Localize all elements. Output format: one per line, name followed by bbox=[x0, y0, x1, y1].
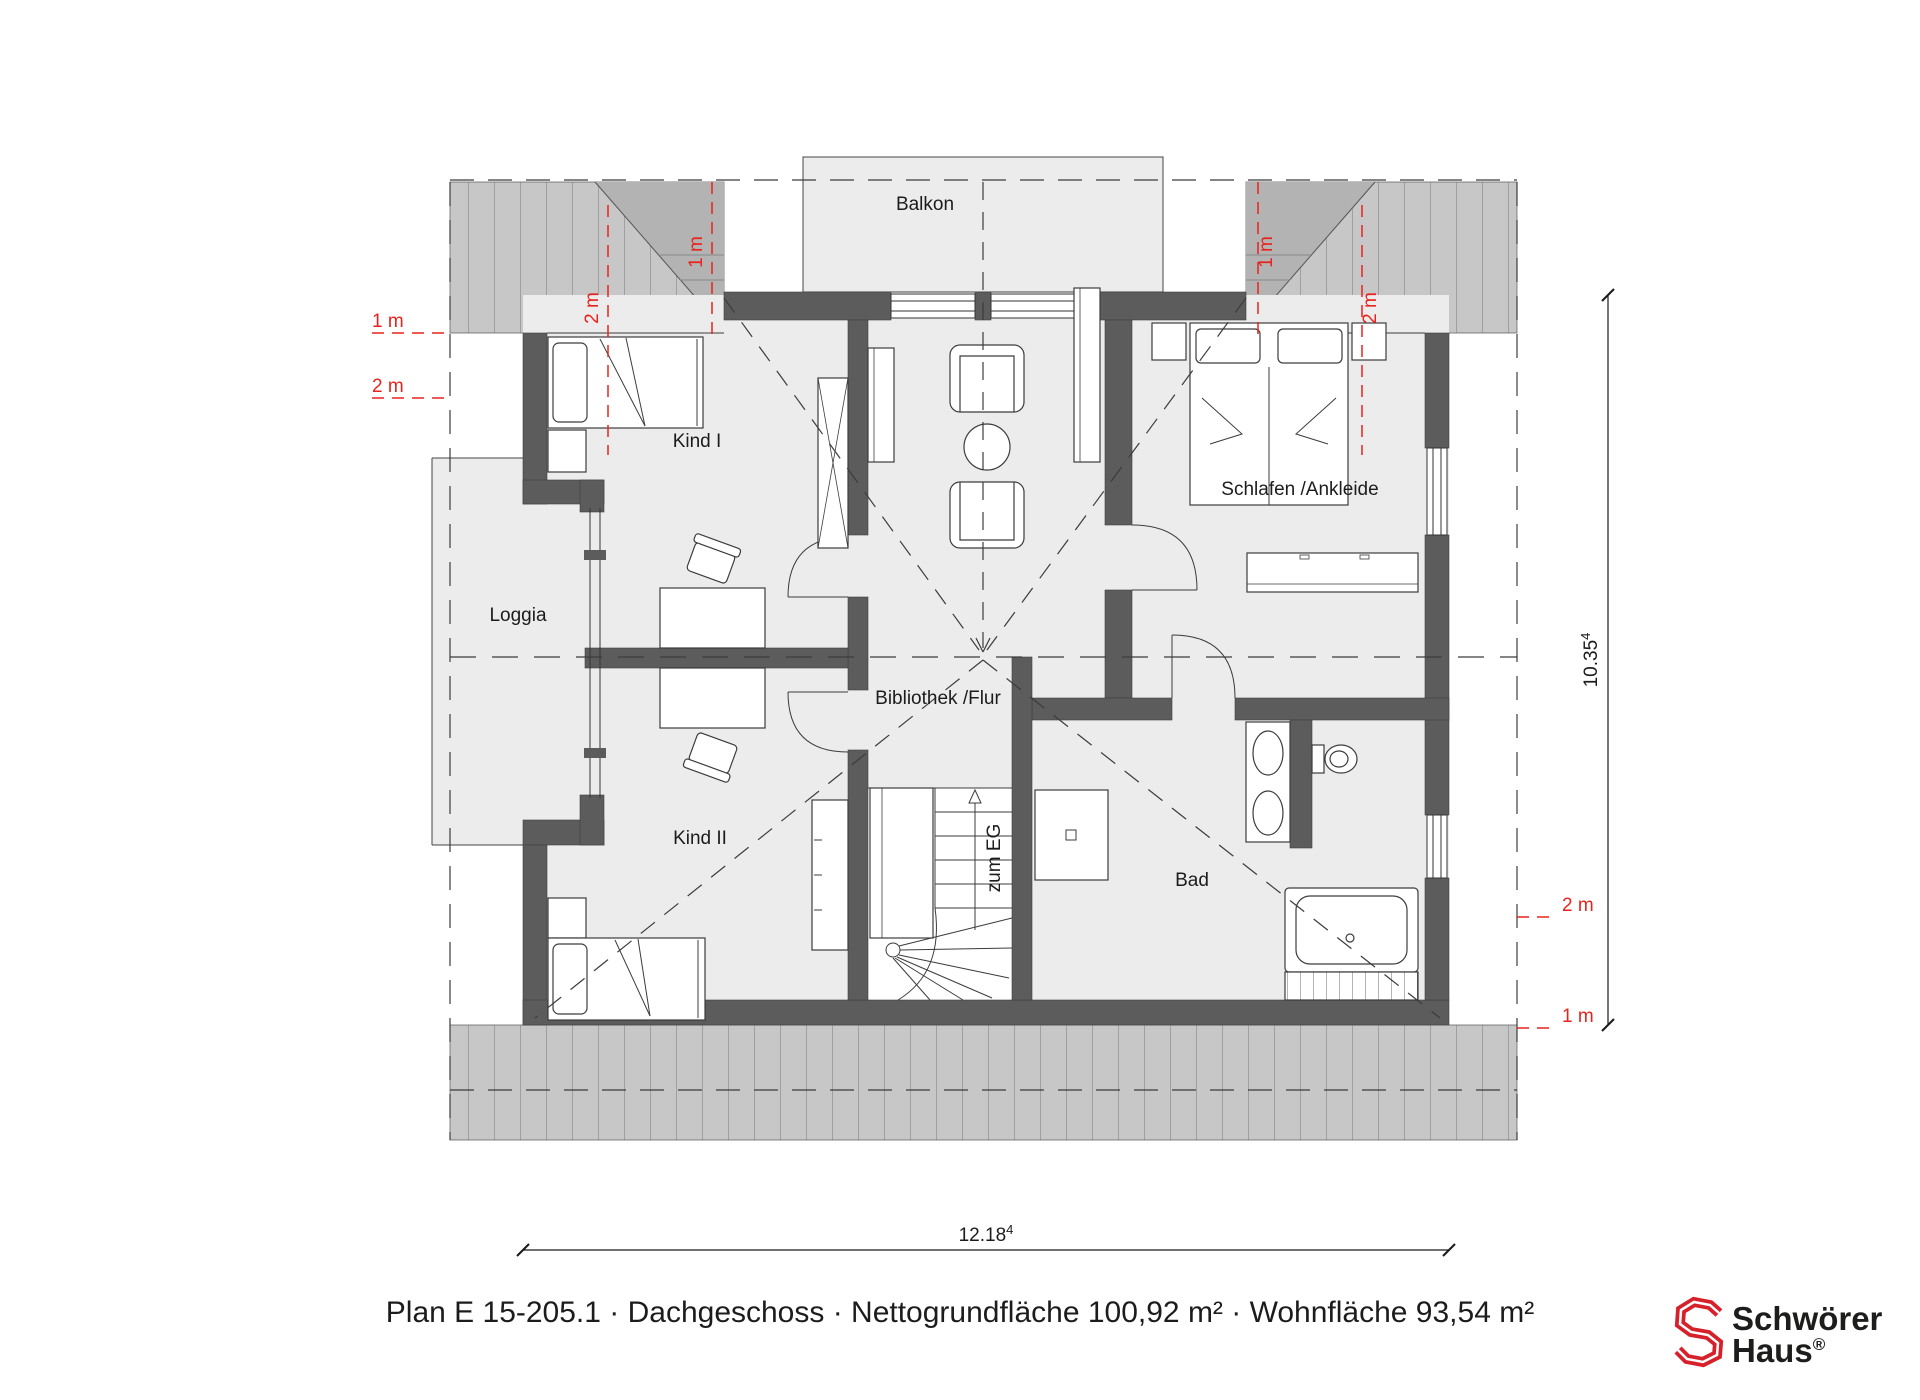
wc bbox=[1312, 745, 1357, 773]
wall-kind1-kind2 bbox=[585, 648, 848, 668]
bookshelf-stairs bbox=[870, 788, 933, 938]
bed-kind2 bbox=[548, 938, 705, 1020]
wall-kind-flur-lower bbox=[848, 750, 868, 1000]
shower bbox=[1035, 790, 1108, 880]
room-label-flur: Bibliothek /Flur bbox=[875, 688, 1001, 709]
wall-left-upper bbox=[523, 333, 547, 504]
wall-top-left-pier bbox=[724, 292, 891, 320]
bed-kind1 bbox=[548, 337, 703, 428]
height-mark-dormer-right-1m: 1 m bbox=[1256, 236, 1277, 268]
logo bbox=[1678, 1300, 1883, 1369]
schlafen-window bbox=[1427, 448, 1447, 535]
wall-right-2 bbox=[1425, 535, 1449, 815]
height-mark-dormer-left-2m: 2 m bbox=[582, 292, 603, 324]
wall-wc-partition bbox=[1290, 720, 1312, 848]
wardrobe-kind2 bbox=[812, 800, 848, 950]
desk-kind2 bbox=[660, 668, 765, 728]
room-label-kind2: Kind II bbox=[673, 828, 727, 849]
height-mark-dormer-right-2m: 2 m bbox=[1360, 292, 1381, 324]
balcony-window-right bbox=[991, 294, 1077, 318]
wall-bad-north-west bbox=[1032, 698, 1172, 720]
height-mark-dormer-left-1m: 1 m bbox=[686, 236, 707, 268]
plan-title: Plan E 15-205.1 · Dachgeschoss · Nettogrundfläche 100,92 m² · Wohnfläche 93,54 m² bbox=[385, 1296, 1535, 1329]
nightstand-schlafen-left bbox=[1152, 323, 1186, 360]
bad-window bbox=[1427, 815, 1447, 878]
side-table bbox=[964, 424, 1010, 470]
dimension-height-label: 10.35$^4$ bbox=[1578, 632, 1602, 688]
logo-text-line2: Haus® bbox=[1732, 1332, 1826, 1369]
wardrobe-kind1 bbox=[818, 378, 848, 548]
dresser-schlafen bbox=[1247, 553, 1418, 592]
wall-right-3 bbox=[1425, 878, 1449, 1000]
wall-top-right-pier bbox=[1077, 292, 1246, 320]
wall-left-lower bbox=[523, 845, 547, 1025]
height-mark-left-2m: 2 m bbox=[372, 376, 404, 397]
balcony-window-left bbox=[891, 294, 975, 318]
double-washbasin bbox=[1246, 722, 1290, 842]
glass-mullion-2 bbox=[584, 748, 606, 758]
stairs-label: zum EG bbox=[984, 823, 1005, 893]
wall-kind-flur-upper bbox=[848, 320, 868, 535]
loggia-area bbox=[432, 458, 589, 845]
wall-schlafen-lower bbox=[1105, 590, 1132, 698]
wall-kind-flur-mid bbox=[848, 597, 868, 690]
logo-text-line1: Schwörer bbox=[1732, 1300, 1883, 1337]
armchair-south bbox=[950, 482, 1024, 548]
logo-s-icon bbox=[1678, 1302, 1719, 1362]
roof-overhang-bottom bbox=[450, 1025, 1517, 1140]
wall-loggia-bottom-stub bbox=[580, 795, 604, 845]
dimension-right bbox=[1578, 289, 1614, 1031]
armchair-north bbox=[950, 345, 1024, 412]
wall-right-1 bbox=[1425, 333, 1449, 448]
room-label-kind1: Kind I bbox=[672, 431, 722, 452]
glass-mullion-1 bbox=[584, 550, 606, 560]
bathtub bbox=[1285, 888, 1418, 1000]
dimension-width-label: 12.18$^4$ bbox=[958, 1222, 1014, 1246]
desk-kind1 bbox=[660, 588, 765, 648]
dimension-bottom bbox=[517, 1222, 1455, 1256]
wall-stair-east bbox=[1012, 657, 1032, 1000]
height-mark-left-1m: 1 m bbox=[372, 311, 404, 332]
double-bed-schlafen bbox=[1190, 323, 1348, 505]
height-mark-right-1m: 1 m bbox=[1562, 1006, 1594, 1027]
bathtub-apron bbox=[1285, 972, 1418, 1000]
wall-schlafen-upper bbox=[1105, 320, 1132, 525]
nightstand-kind1 bbox=[548, 430, 586, 472]
bookshelf-flur-left bbox=[868, 348, 894, 462]
wall-bad-north-east bbox=[1235, 698, 1449, 720]
room-label-bad: Bad bbox=[1175, 870, 1209, 891]
bookshelf-flur-right bbox=[1074, 288, 1100, 462]
nightstand-kind2 bbox=[548, 898, 586, 938]
wall-loggia-top-stub bbox=[580, 480, 604, 512]
height-mark-right-2m: 2 m bbox=[1562, 895, 1594, 916]
nightstand-schlafen-right bbox=[1352, 323, 1386, 360]
room-label-balkon: Balkon bbox=[895, 194, 955, 215]
room-label-schlafen: Schlafen /Ankleide bbox=[1221, 479, 1379, 500]
room-label-loggia: Loggia bbox=[489, 605, 547, 626]
